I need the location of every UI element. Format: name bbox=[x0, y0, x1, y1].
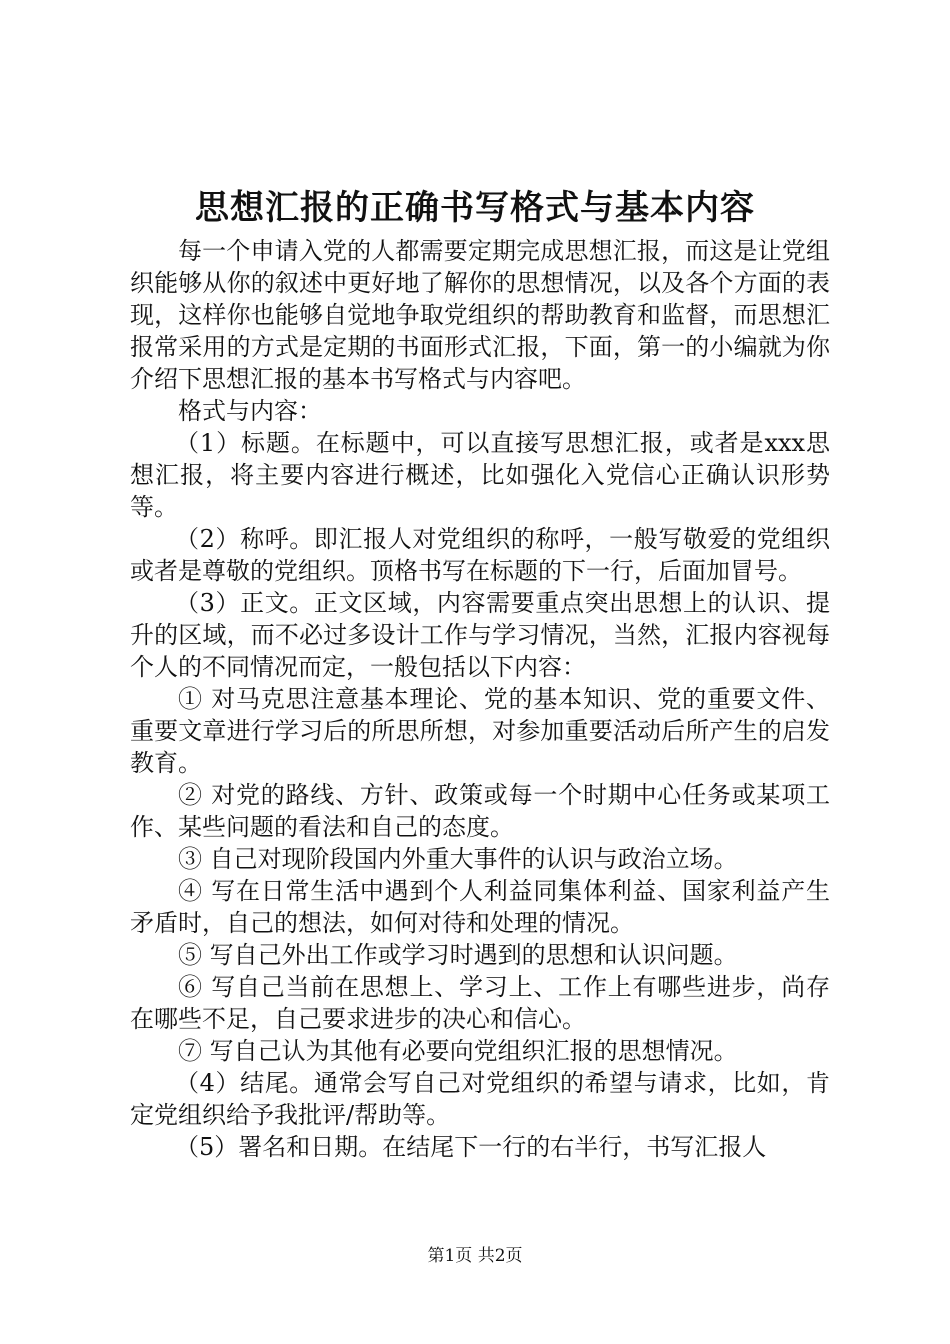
paragraph: （3）正文。正文区域，内容需要重点突出思想上的认识、提升的区域，而不必过多设计工作与学习情况，当然，汇报内容视每个人的不同情况而定，一般包括以下内容： bbox=[130, 589, 830, 681]
paragraph: 格式与内容： bbox=[178, 397, 322, 425]
paragraph: （2）称呼。即汇报人对党组织的称呼，一般写敬爱的党组织或者是尊敬的党组织。顶格书写在标题的下一行，后面加冒号。 bbox=[130, 525, 830, 585]
document-title: 思想汇报的正确书写格式与基本内容 bbox=[195, 188, 755, 228]
list-item: ⑦ 写自己认为其他有必要向党组织汇报的思想情况。 bbox=[178, 1037, 738, 1065]
page-number: 第1页 共2页 bbox=[427, 1246, 523, 1266]
list-item: ② 对党的路线、方针、政策或每一个时期中心任务或某项工作、某些问题的看法和自己的态度。 bbox=[130, 781, 830, 841]
paragraph: （4）结尾。通常会写自己对党组织的希望与请求，比如，肯定党组织给予我批评/帮助等。 bbox=[130, 1069, 830, 1129]
list-item: ⑥ 写自己当前在思想上、学习上、工作上有哪些进步，尚存在哪些不足，自己要求进步的决心和信心。 bbox=[130, 973, 830, 1033]
list-item: ① 对马克思注意基本理论、党的基本知识、党的重要文件、重要文章进行学习后的所思所想，对参加重要活动后所产生的启发教育。 bbox=[130, 685, 830, 777]
paragraph: （1）标题。在标题中，可以直接写思想汇报，或者是xxx思想汇报，将主要内容进行概述，比如强化入党信心正确认识形势等。 bbox=[130, 429, 830, 521]
list-item: ③ 自己对现阶段国内外重大事件的认识与政治立场。 bbox=[178, 845, 738, 873]
document-body bbox=[130, 235, 830, 1163]
paragraph: （5）署名和日期。在结尾下一行的右半行，书写汇报人 bbox=[175, 1133, 767, 1161]
list-item: ⑤ 写自己外出工作或学习时遇到的思想和认识问题。 bbox=[178, 941, 738, 969]
paragraph: 每一个申请入党的人都需要定期完成思想汇报，而这是让党组织能够从你的叙述中更好地了解你的思想情况，以及各个方面的表现，这样你也能够自觉地争取党组织的帮助教育和监督，而思想汇报常采用的方式是定期的书面形式汇报，下面，第一的小编就为你介绍下思想汇报的基本书写格式与内容吧。 bbox=[130, 237, 830, 393]
list-item: ④ 写在日常生活中遇到个人利益同集体利益、国家利益产生矛盾时，自己的想法，如何对待和处理的情况。 bbox=[130, 877, 830, 937]
